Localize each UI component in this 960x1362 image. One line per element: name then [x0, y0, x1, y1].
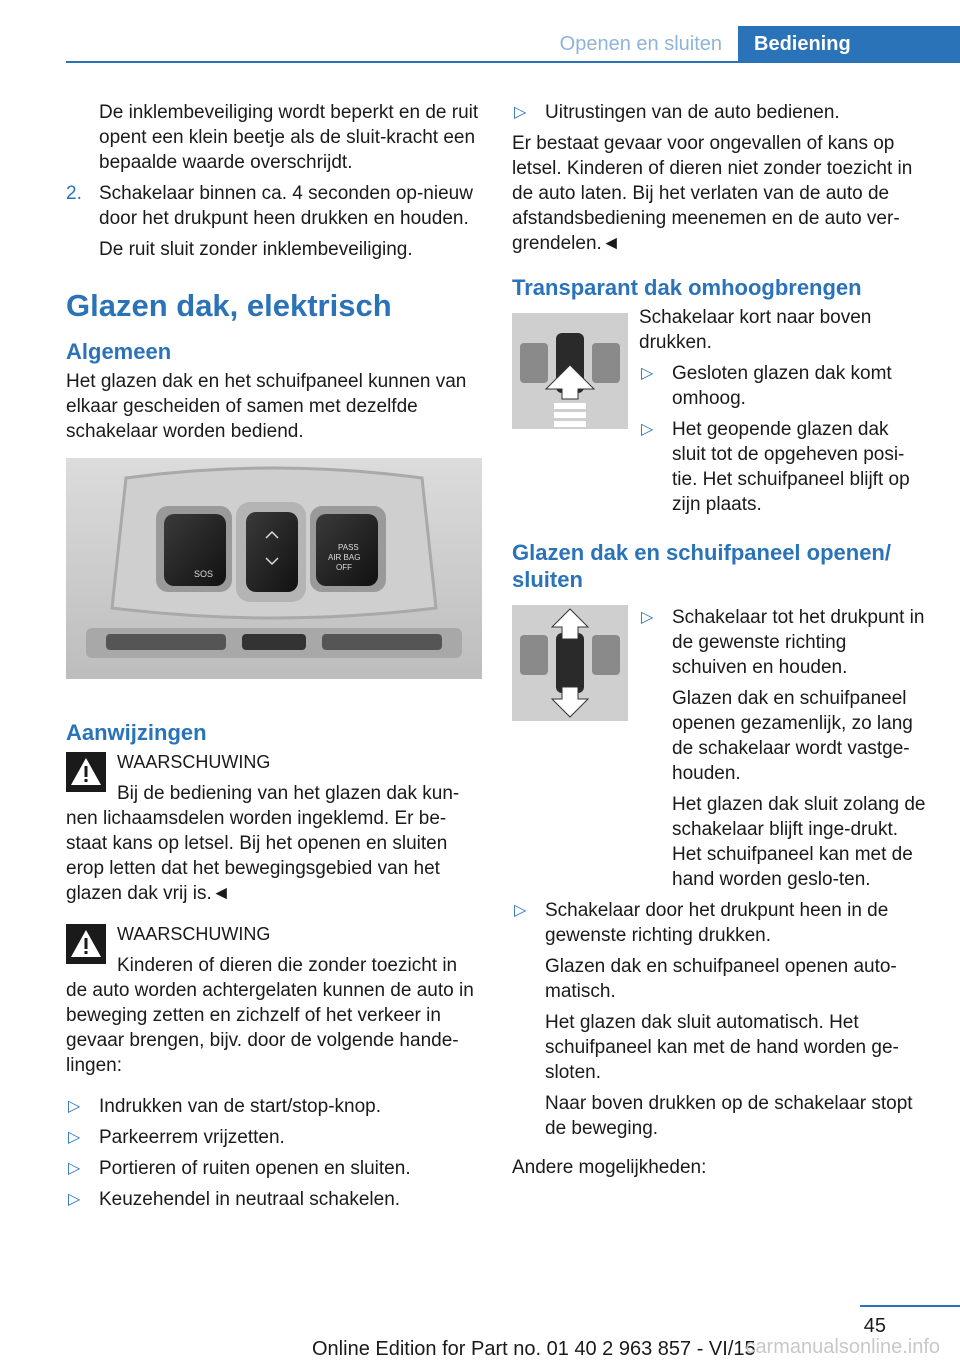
warning-triangle-icon: [66, 752, 106, 792]
list-item: ▷ Keuzehendel in neutraal schakelen.: [68, 1189, 401, 1210]
step-text: Schakelaar binnen ca. 4 seconden op-nieuw door het drukpunt heen drukken en houden.: [99, 183, 473, 229]
photo-label-pass: PASS: [338, 543, 359, 552]
list-item: ▷ Parkeerrem vrijzetten.: [68, 1127, 285, 1148]
triangle-bullet-icon: ▷: [68, 1129, 81, 1146]
left-column: [66, 100, 482, 1218]
list-item: ▷ Portieren of ruiten openen en sluiten.: [68, 1158, 411, 1179]
list-item: ▷ Uitrustingen van de auto bedienen.: [514, 102, 840, 123]
header-rule: [66, 61, 960, 63]
triangle-bullet-icon: ▷: [68, 1191, 81, 1208]
photo-label-off: OFF: [336, 563, 352, 572]
triangle-bullet-icon: ▷: [641, 609, 654, 626]
list-item: ▷ Gesloten glazen dak komt omhoog.: [641, 363, 892, 409]
section-title: Glazen dak, elektrisch: [66, 288, 392, 323]
warning-2: [66, 922, 482, 1078]
triangle-bullet-icon: ▷: [514, 902, 527, 919]
photo-label-airbag: AIR BAG: [328, 553, 361, 562]
list-item: ▷ Schakelaar tot het drukpunt in de gewenste richting schuiven en houden. Glazen dak en schuifpaneel openen gezamenlijk, zo lang de schakelaar wordt vastge-houden. Het glazen dak sluit zolang de schakelaar blijft inge-drukt. Het schuifpaneel kan met de hand worden geslo-ten.: [641, 607, 926, 890]
edition-footer: Online Edition for Part no. 01 40 2 963 857 - VI/15: [312, 1338, 756, 1360]
step1-continuation: De inklembeveiliging wordt beperkt en de ruit opent een klein beetje als de sluit-kracht een bepaalde waarde overschrijdt.: [99, 102, 479, 173]
running-header-section: Openen en sluiten: [559, 33, 722, 55]
warning-title: WAARSCHUWING: [117, 924, 271, 944]
watermark: carmanualsonline.info: [745, 1336, 940, 1358]
warning-title: WAARSCHUWING: [117, 752, 271, 772]
switch-updown-illustration: [512, 605, 628, 721]
heading-open-close: Glazen dak en schuifpaneel openen/ sluiten: [512, 540, 891, 592]
open-close-block: [512, 605, 926, 892]
triangle-bullet-icon: ▷: [641, 365, 654, 382]
general-text: Het glazen dak en het schuifpaneel kunnen van elkaar gescheiden of samen met dezelfde schakelaar worden bediend.: [66, 371, 467, 442]
photo-label-sos: SOS: [194, 569, 214, 579]
warning-1: [66, 750, 482, 906]
list-item: ▷ Schakelaar door het drukpunt heen in de gewenste richting drukken. Glazen dak en schuifpaneel openen auto-matisch. Het glazen dak sluit automatisch. Het schuifpaneel kan met de hand worden ge-sloten. Naar boven drukken op de schakelaar stopt de beweging.: [512, 898, 926, 1141]
running-header-tab: Bediening: [738, 26, 960, 62]
overhead-console-photo: [66, 458, 482, 679]
step-2: [66, 181, 482, 262]
heading-notes: Aanwijzingen: [66, 720, 207, 745]
heading-raise: Transparant dak omhoogbrengen: [512, 275, 862, 300]
triangle-bullet-icon: ▷: [641, 421, 654, 438]
step-result: De ruit sluit zonder inklembeveiliging.: [99, 239, 413, 260]
triangle-bullet-icon: ▷: [68, 1098, 81, 1115]
list-item: ▷ Het geopende glazen dak sluit tot de opgeheven posi-tie. Het schuifpaneel blijft op zijn plaats.: [641, 419, 910, 515]
heading-general: Algemeen: [66, 339, 172, 364]
warning-continuation: Er bestaat gevaar voor ongevallen of kans op letsel. Kinderen of dieren niet zonder toezicht in de auto laten. Bij het verlaten van de auto de afstandsbediening meenemen en de auto ver-grendelen.◄: [512, 133, 913, 254]
list-item-detail: Naar boven drukken op de schakelaar stopt de beweging.: [545, 1093, 913, 1139]
list-item: ▷ Indrukken van de start/stop-knop.: [68, 1096, 381, 1117]
other-options: Andere mogelijkheden:: [512, 1157, 707, 1178]
warning-text: Kinderen of dieren die zonder toezicht in de auto worden achtergelaten kunnen de auto in beweging zetten en zichzelf of het verkeer in gevaar brengen, bijv. door de volgende hande-lingen:: [66, 955, 474, 1076]
list-item-detail: Het glazen dak sluit automatisch. Het schuifpaneel kan met de hand worden ge-sloten.: [545, 1012, 899, 1083]
warning-text: Bij de bediening van het glazen dak kun-nen lichaamsdelen worden ingeklemd. Er be-staat kans op letsel. Bij het openen en sluiten erop letten dat het bewegingsgebied van het glazen dak vrij is.◄: [66, 783, 460, 904]
list-item-detail: Het glazen dak sluit zolang de schakelaar blijft inge-drukt. Het schuifpaneel kan met de hand worden geslo-ten.: [672, 794, 926, 890]
triangle-bullet-icon: ▷: [514, 104, 527, 121]
footer-rule: [860, 1305, 960, 1307]
triangle-bullet-icon: ▷: [68, 1160, 81, 1177]
list-item-detail: Glazen dak en schuifpaneel openen auto-matisch.: [545, 956, 897, 1002]
raise-text: Schakelaar kort naar boven drukken.: [639, 307, 872, 353]
page-number: 45: [863, 1315, 886, 1337]
warning-triangle-icon: [66, 924, 106, 964]
raise-block: [512, 305, 926, 517]
right-column: [512, 100, 926, 1186]
step-number: 2.: [66, 183, 82, 204]
switch-up-illustration: [512, 313, 628, 429]
list-item-detail: Glazen dak en schuifpaneel openen gezamenlijk, zo lang de schakelaar wordt vastge-houden.: [672, 688, 913, 784]
